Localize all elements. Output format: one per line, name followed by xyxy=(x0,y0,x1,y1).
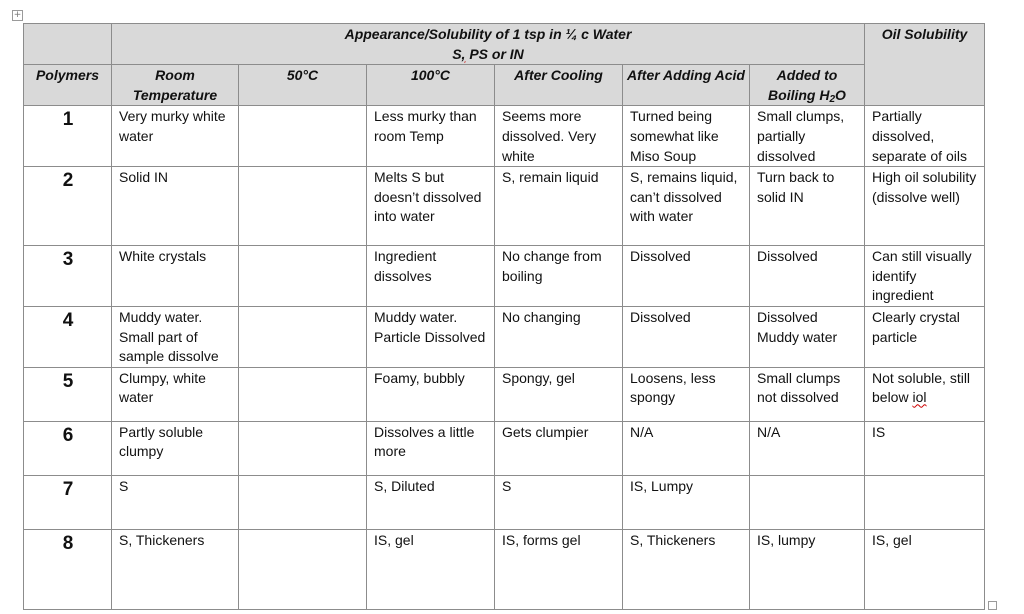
cell-oil[interactable]: IS xyxy=(865,421,985,475)
cell-after-acid[interactable]: Loosens, less spongy xyxy=(623,367,750,421)
cell-100c[interactable]: IS, gel xyxy=(367,529,495,609)
cell-room-temp[interactable]: Very murky white water xyxy=(112,106,239,167)
cell-50c[interactable] xyxy=(239,421,367,475)
polymer-number: 3 xyxy=(24,246,112,307)
cell-oil[interactable]: IS, gel xyxy=(865,529,985,609)
cell-room-temp[interactable]: S xyxy=(112,475,239,529)
cell-boiling[interactable]: Dissolved xyxy=(750,246,865,307)
table-row xyxy=(24,167,985,246)
header-after-acid: After Adding Acid xyxy=(623,65,750,106)
cell-room-temp[interactable]: Partly soluble clumpy xyxy=(112,421,239,475)
cell-boiling[interactable]: IS, lumpy xyxy=(750,529,865,609)
table-move-handle-icon[interactable]: + xyxy=(13,10,22,20)
cell-boiling[interactable]: Small clumps not dissolved xyxy=(750,367,865,421)
cell-100c[interactable]: Muddy water. Particle Dissolved xyxy=(367,306,495,367)
polymer-number: 1 xyxy=(24,106,112,167)
cell-oil[interactable]: Not soluble, still below iol xyxy=(865,367,985,421)
cell-after-cooling[interactable]: S xyxy=(495,475,623,529)
cell-50c[interactable] xyxy=(239,106,367,167)
polymer-number: 2 xyxy=(24,167,112,246)
spelling-mark: , xyxy=(461,45,466,62)
header-oil-solubility: Oil Solubility xyxy=(865,24,985,106)
cell-50c[interactable] xyxy=(239,246,367,307)
table-row xyxy=(24,106,985,167)
cell-50c[interactable] xyxy=(239,306,367,367)
polymer-number: 8 xyxy=(24,529,112,609)
table-row xyxy=(24,306,985,367)
table-row xyxy=(24,421,985,475)
polymer-number: 7 xyxy=(24,475,112,529)
group-title: Appearance/Solubility of 1 tsp in ¼ c Water xyxy=(344,26,632,42)
header-blank-cell xyxy=(24,24,112,65)
spelling-mark: iol xyxy=(912,389,927,406)
header-50c: 50°C xyxy=(239,65,367,106)
cell-50c[interactable] xyxy=(239,475,367,529)
cell-100c[interactable]: S, Diluted xyxy=(367,475,495,529)
cell-after-cooling[interactable]: Gets clumpier xyxy=(495,421,623,475)
cell-room-temp[interactable]: Clumpy, white water xyxy=(112,367,239,421)
header-room-temperature: Room Temperature xyxy=(112,65,239,106)
cell-room-temp[interactable]: Muddy water. Small part of sample dissolve xyxy=(112,306,239,367)
group-header xyxy=(112,24,865,65)
group-subtitle: S, PS or IN xyxy=(452,45,524,62)
cell-after-acid[interactable]: N/A xyxy=(623,421,750,475)
cell-after-cooling[interactable]: No changing xyxy=(495,306,623,367)
cell-after-acid[interactable]: IS, Lumpy xyxy=(623,475,750,529)
cell-boiling[interactable]: Turn back to solid IN xyxy=(750,167,865,246)
cell-oil[interactable]: High oil solubility (dissolve well) xyxy=(865,167,985,246)
cell-room-temp[interactable]: White crystals xyxy=(112,246,239,307)
cell-after-acid[interactable]: S, Thickeners xyxy=(623,529,750,609)
cell-oil[interactable] xyxy=(865,475,985,529)
cell-oil[interactable]: Can still visually identify ingredient xyxy=(865,246,985,307)
cell-50c[interactable] xyxy=(239,367,367,421)
cell-after-cooling[interactable]: No change from boiling xyxy=(495,246,623,307)
cell-after-acid[interactable]: Turned being somewhat like Miso Soup xyxy=(623,106,750,167)
table-resize-handle-icon[interactable] xyxy=(988,601,997,610)
cell-after-cooling[interactable]: IS, forms gel xyxy=(495,529,623,609)
cell-100c[interactable]: Ingredient dissolves xyxy=(367,246,495,307)
header-after-cooling: After Cooling xyxy=(495,65,623,106)
header-polymers: Polymers xyxy=(24,65,112,106)
cell-after-cooling[interactable]: S, remain liquid xyxy=(495,167,623,246)
table-row xyxy=(24,367,985,421)
cell-100c[interactable]: Less murky than room Temp xyxy=(367,106,495,167)
header-100c: 100°C xyxy=(367,65,495,106)
solubility-table xyxy=(23,23,985,610)
cell-100c[interactable]: Foamy, bubbly xyxy=(367,367,495,421)
cell-boiling[interactable]: Small clumps, partially dissolved xyxy=(750,106,865,167)
cell-boiling[interactable]: N/A xyxy=(750,421,865,475)
table-row xyxy=(24,246,985,307)
cell-after-cooling[interactable]: Seems more dissolved. Very white xyxy=(495,106,623,167)
cell-boiling[interactable] xyxy=(750,475,865,529)
cell-50c[interactable] xyxy=(239,167,367,246)
cell-100c[interactable]: Melts S but doesn’t dissolved into water xyxy=(367,167,495,246)
header-boiling-water: Added to Boiling $H_2O$ xyxy=(750,65,865,106)
cell-oil[interactable]: Partially dissolved, separate of oils xyxy=(865,106,985,167)
cell-50c[interactable] xyxy=(239,529,367,609)
polymer-number: 6 xyxy=(24,421,112,475)
polymer-number: 5 xyxy=(24,367,112,421)
polymer-number: 4 xyxy=(24,306,112,367)
cell-oil[interactable]: Clearly crystal particle xyxy=(865,306,985,367)
table-row xyxy=(24,529,985,609)
cell-after-acid[interactable]: Dissolved xyxy=(623,306,750,367)
cell-after-cooling[interactable]: Spongy, gel xyxy=(495,367,623,421)
cell-room-temp[interactable]: Solid IN xyxy=(112,167,239,246)
cell-after-acid[interactable]: Dissolved xyxy=(623,246,750,307)
cell-room-temp[interactable]: S, Thickeners xyxy=(112,529,239,609)
cell-after-acid[interactable]: S, remains liquid, can’t dissolved with water xyxy=(623,167,750,246)
table-row xyxy=(24,475,985,529)
cell-boiling[interactable]: Dissolved Muddy water xyxy=(750,306,865,367)
cell-100c[interactable]: Dissolves a little more xyxy=(367,421,495,475)
